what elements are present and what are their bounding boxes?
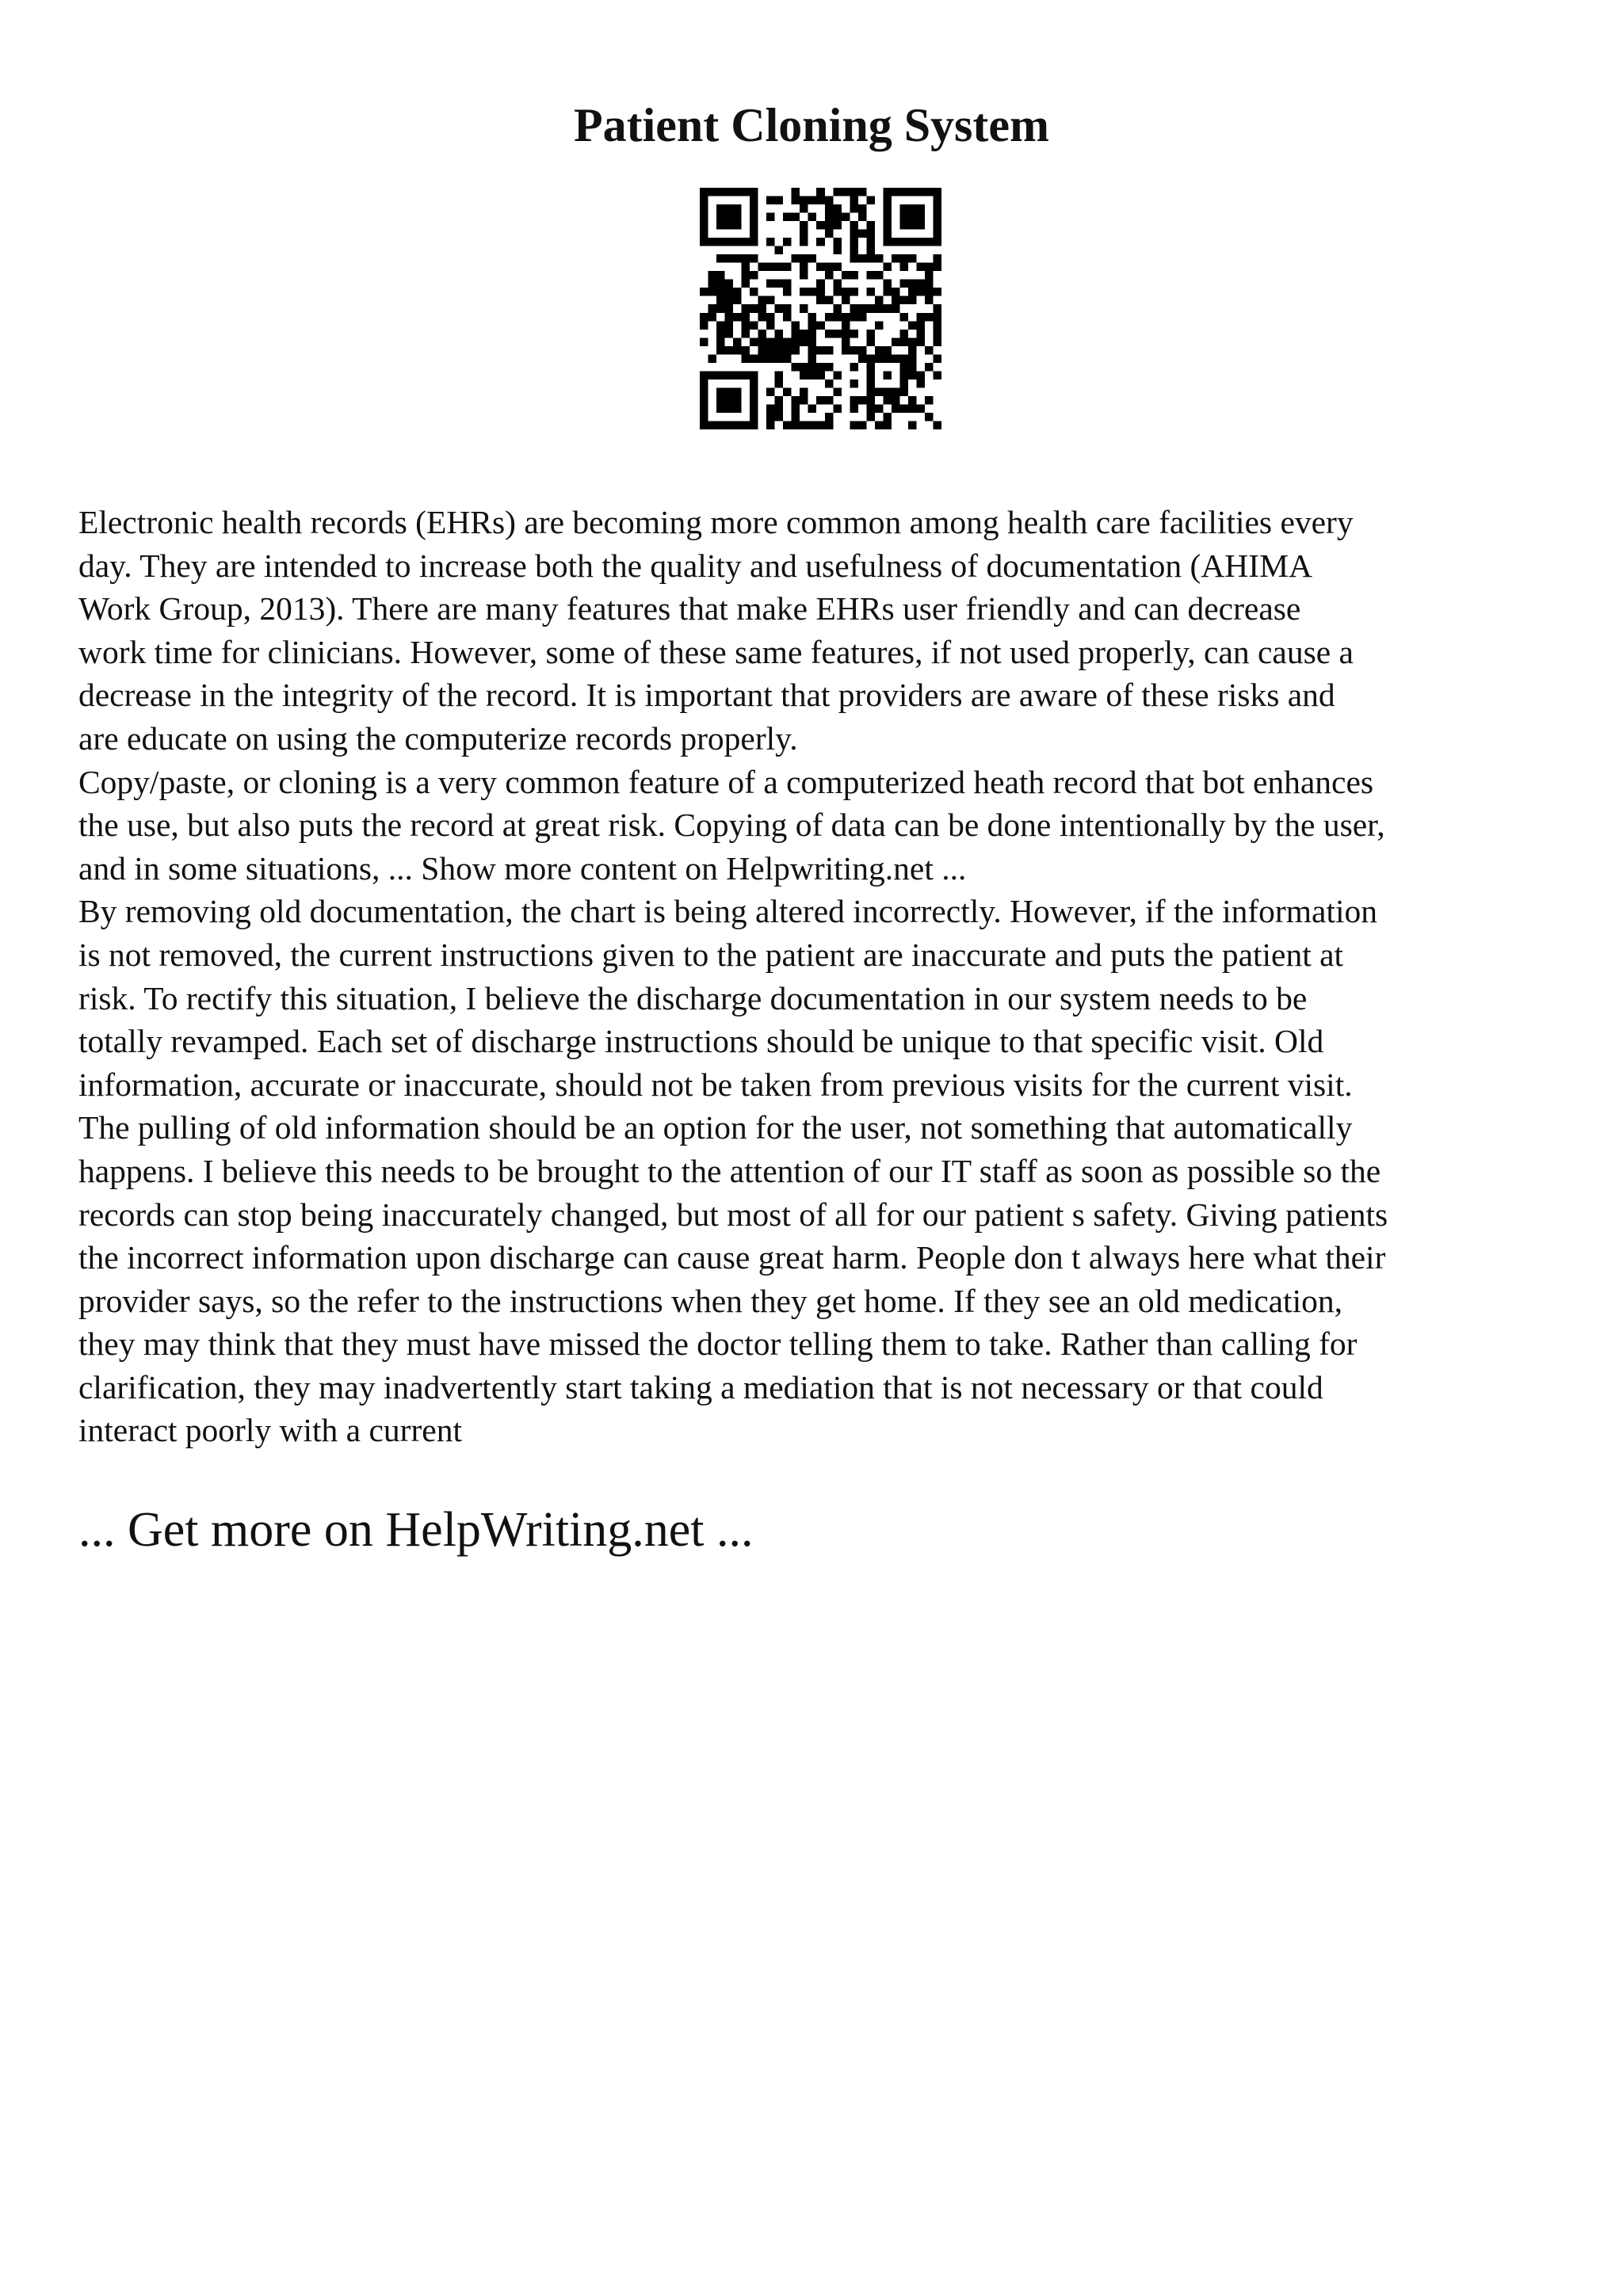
article-body <box>78 501 1568 1452</box>
get-more-link[interactable]: ... Get more on HelpWriting.net ... <box>78 1503 754 1557</box>
paragraph-intro: Electronic health records (EHRs) are becoming more common among health care facilities every day. They are intended to increase both the quality and usefulness of documentation (AHIMA Work Group, 2013). There are many features that make EHRs user friendly and can decrease work time for clinicians. However, some of these same features, if not used properly, can cause a decrease in the integrity of the record. It is important that providers are aware of these risks and are educate on using the computerize records properly. <box>78 504 1354 757</box>
paragraph-discharge: By removing old documentation, the chart is being altered incorrectly. However, if the information is not removed, the current instructions given to the patient are inaccurate and puts the patient at risk. To rectify this situation, I believe the discharge documentation in our system needs to be totally revamped. Each set of discharge instructions should be unique to that specific visit. Old information, accurate or inaccurate, should not be taken from previous visits for the current visit. The pulling of old information should be an option for the user, not something that automatically happens. I believe this needs to be brought to the attention of our IT staff as soon as possible so the records can stop being inaccurately changed, but most of all for our patient s safety. Giving patients the incorrect information upon discharge can cause great harm. People don t always here what their provider says, so the refer to the instructions when they get home. If they see an old medication, they may think that they must have missed the doctor telling them to take. Rather than calling for clarification, they may inadvertently start taking a mediation that is not necessary or that could interact poorly with a current <box>78 893 1388 1449</box>
qr-code-icon <box>700 188 941 429</box>
page-title: Patient Cloning System <box>574 99 1049 151</box>
paragraph-copy-paste: Copy/paste, or cloning is a very common feature of a computerized heath record that bot enhances the use, but also puts the record at great risk. Copying of data can be done intentionally by the user, and in some situations, ... Show more content on Helpwriting.net ... <box>78 763 1385 887</box>
